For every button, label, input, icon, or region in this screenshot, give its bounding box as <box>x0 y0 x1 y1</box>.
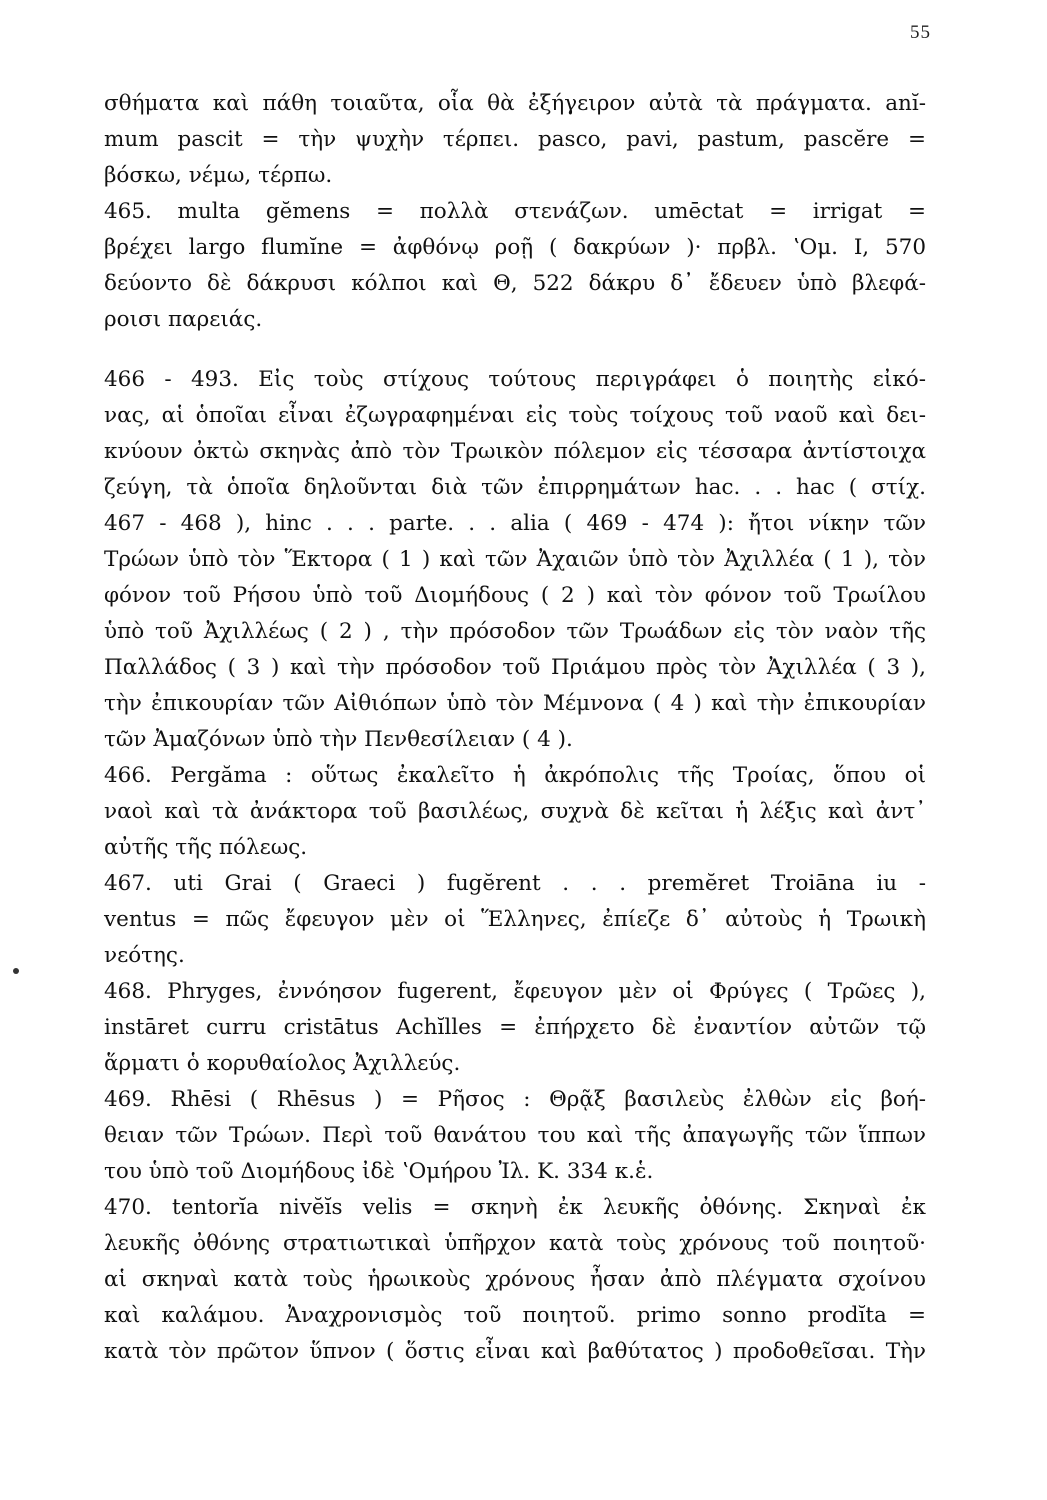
note-466: 466. Pergăma : οὕτως ἐκαλεῖτο ἡ ἀκρόπολις τῆς Τροίας, ὅπου οἱ <box>104 763 926 788</box>
ink-speck <box>13 968 19 974</box>
note-466-493: 466 - 493. Εἰς τοὺς στίχους τούτους περιγράφει ὁ ποιητὴς εἰκό- <box>104 367 926 392</box>
body-text <box>104 86 926 1370</box>
text-line: νεότης. <box>104 943 185 968</box>
text-line: Τρώων ὑπὸ τὸν Ἕκτορα ( 1 ) καὶ τῶν Ἀχαιῶν ὑπὸ τὸν Ἀχιλλέα ( 1 ), τὸν <box>104 547 926 572</box>
text-line: νας, αἱ ὁποῖαι εἶναι ἐζωγραφημέναι εἰς τοὺς τοίχους τοῦ ναοῦ καὶ δει- <box>104 403 926 428</box>
text-line: τῶν Ἀμαζόνων ὑπὸ τὴν Πενθεσίλειαν ( 4 ). <box>104 727 573 752</box>
text-line: αὐτῆς τῆς πόλεως. <box>104 835 308 860</box>
text-line: ναοὶ καὶ τὰ ἀνάκτορα τοῦ βασιλέως, συχνὰ δὲ κεῖται ἡ λέξις καὶ ἀντ᾽ <box>104 799 926 824</box>
text-line: κατὰ τὸν πρῶτον ὕπνον ( ὅστις εἶναι καὶ βαθύτατος ) προδοθεῖσαι. Τὴν <box>104 1339 926 1364</box>
text-line: αἱ σκηναὶ κατὰ τοὺς ἡρωικοὺς χρόνους ἦσαν ἀπὸ πλέγματα σχοίνου <box>104 1267 926 1292</box>
text-line: βόσκω, νέμω, τέρπω. <box>104 163 333 188</box>
text-line: τὴν ἐπικουρίαν τῶν Αἰθιόπων ὑπὸ τὸν Μέμνονα ( 4 ) καὶ τὴν ἐπικουρίαν <box>104 691 926 716</box>
text-line: καὶ καλάμου. Ἀναχρονισμὸς τοῦ ποιητοῦ. primo sonno prodĭta = <box>104 1303 926 1328</box>
text-line: Παλλάδος ( 3 ) καὶ τὴν πρόσοδον τοῦ Πριάμου πρὸς τὸν Ἀχιλλέα ( 3 ), <box>104 655 926 680</box>
text-line: του ὑπὸ τοῦ Διομήδους ἰδὲ ʽΟμήρου Ἰλ. Κ. 334 κ.ἑ. <box>104 1159 654 1184</box>
paragraph-gap <box>104 338 926 362</box>
note-467: 467. uti Grai ( Graeci ) fugĕrent . . . premĕret Troiāna iu - <box>104 871 926 896</box>
text-line: ἅρματι ὁ κορυθαίολος Ἀχιλλεύς. <box>104 1051 461 1076</box>
text-line: λευκῆς ὀθόνης στρατιωτικαὶ ὑπῆρχον κατὰ τοὺς χρόνους τοῦ ποιητοῦ· <box>104 1231 926 1256</box>
text-line: instāret curru cristātus Achĭlles = ἐπήρχετο δὲ ἐναντίον αὐτῶν τῷ <box>104 1015 926 1040</box>
text-line: 467 - 468 ), hinc . . . parte. . . alia ( 469 - 474 ): ἤτοι νίκην τῶν <box>104 511 926 536</box>
text-line: ζεύγη, τὰ ὁποῖα δηλοῦνται διὰ τῶν ἐπιρρημάτων hac. . . hac ( στίχ. <box>104 475 926 500</box>
note-469: 469. Rhēsi ( Rhēsus ) = Ρῆσος : Θρᾷξ βασιλεὺς ἐλθὼν εἰς βοή- <box>104 1087 926 1112</box>
text-line: ὑπὸ τοῦ Ἀχιλλέως ( 2 ) , τὴν πρόσοδον τῶν Τρωάδων εἰς τὸν ναὸν τῆς <box>104 619 926 644</box>
text-line: θειαν τῶν Τρώων. Περὶ τοῦ θανάτου του καὶ τῆς ἀπαγωγῆς τῶν ἵππων <box>104 1123 926 1148</box>
text-line: σθήματα καὶ πάθη τοιαῦτα, οἷα θὰ ἐξήγειρον αὐτὰ τὰ πράγματα. anĭ- <box>104 91 926 116</box>
text-line: κνύουν ὀκτὼ σκηνὰς ἀπὸ τὸν Τρωικὸν πόλεμον εἰς τέσσαρα ἀντίστοιχα <box>104 439 926 464</box>
page-number: 55 <box>910 22 931 43</box>
text-line: ροισι παρειάς. <box>104 307 263 332</box>
note-470: 470. tentorĭa nivĕĭs velis = σκηνὴ ἐκ λευκῆς ὀθόνης. Σκηναὶ ἐκ <box>104 1195 926 1220</box>
text-line: ventus = πῶς ἔφευγον μὲν οἱ Ἕλληνες, ἐπίεζε δ᾽ αὐτοὺς ἡ Τρωικὴ <box>104 907 926 932</box>
text-line: φόνον τοῦ Ρήσου ὑπὸ τοῦ Διομήδους ( 2 ) καὶ τὸν φόνον τοῦ Τρωίλου <box>104 583 926 608</box>
note-465: 465. multa gĕmens = πολλὰ στενάζων. umēctat = irrigat = <box>104 199 926 224</box>
note-468: 468. Phryges, ἐννόησον fugerent, ἔφευγον μὲν οἱ Φρύγες ( Τρῶες ), <box>104 979 926 1004</box>
text-line: βρέχει largo flumĭne = ἀφθόνῳ ροῇ ( δακρύων )· πρβλ. ʽΟμ. I, 570 <box>104 235 926 260</box>
text-line: mum pascit = τὴν ψυχὴν τέρπει. pasco, pavi, pastum, pascĕre = <box>104 127 926 152</box>
text-line: δεύοντο δὲ δάκρυσι κόλποι καὶ Θ, 522 δάκρυ δ᾽ ἔδευεν ὑπὸ βλεφά- <box>104 271 926 296</box>
